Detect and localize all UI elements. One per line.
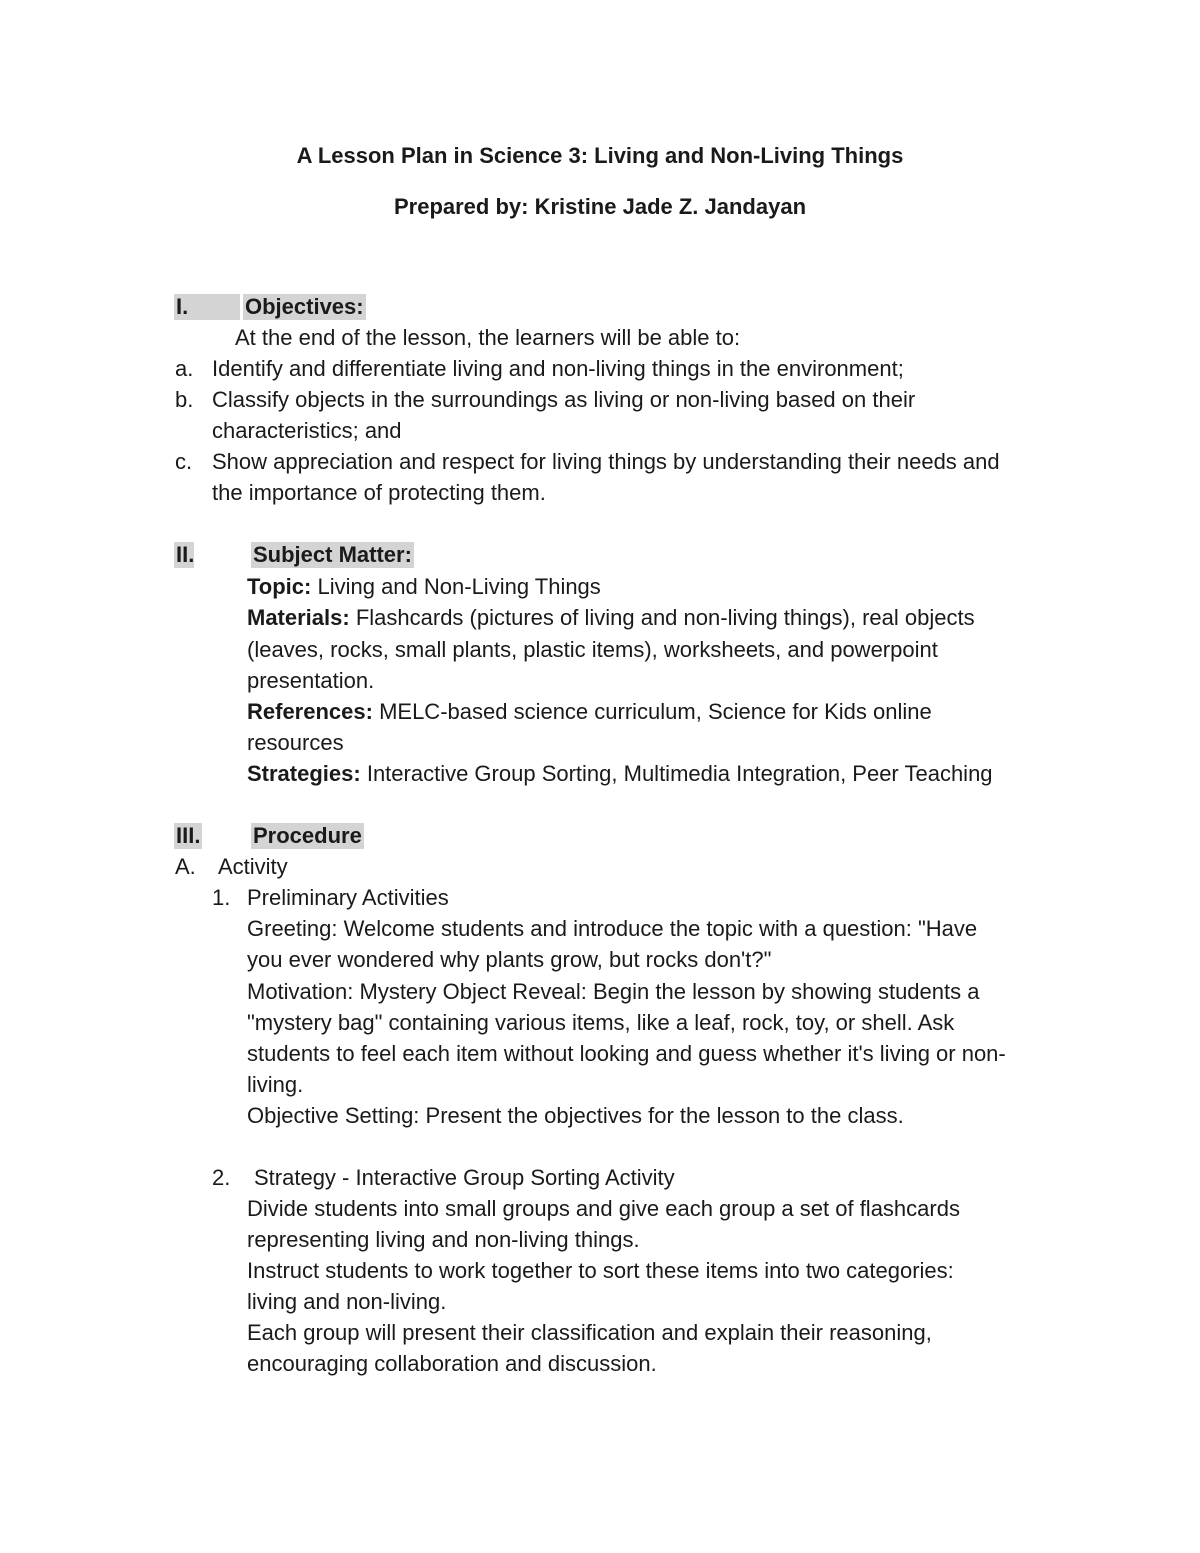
- materials-text-1: Flashcards (pictures of living and non-living things), real objects: [349, 605, 975, 630]
- references-text-1: MELC-based science curriculum, Science for Kids online: [372, 699, 932, 724]
- objectives-highlight-gap: [193, 294, 240, 320]
- step-2-line-6: encouraging collaboration and discussion.: [247, 1351, 657, 1376]
- objectives-numeral: I.: [174, 294, 200, 320]
- step-2-title: Strategy - Interactive Group Sorting Activity: [254, 1165, 675, 1190]
- prepared-by: Prepared by: Kristine Jade Z. Jandayan: [393, 194, 807, 219]
- objective-c-text-2: the importance of protecting them.: [212, 480, 546, 505]
- objective-b-text-2: characteristics; and: [212, 418, 402, 443]
- objective-b-marker: b.: [175, 387, 194, 412]
- step-2-marker: 2.: [212, 1165, 231, 1190]
- objective-a-marker: a.: [175, 356, 194, 381]
- objective-a-text: Identify and differentiate living and non-living things in the environment;: [212, 356, 904, 381]
- step-2-line-4: living and non-living.: [247, 1289, 447, 1314]
- topic-label: Topic:: [247, 574, 312, 599]
- strategies-line: [247, 761, 993, 787]
- objective-c-text-1: Show appreciation and respect for living things by understanding their needs and: [212, 449, 1000, 474]
- document-title: A Lesson Plan in Science 3: Living and Non-Living Things: [296, 143, 904, 168]
- step-1-line-2: you ever wondered why plants grow, but rocks don't?": [247, 947, 772, 972]
- subject-matter-heading: Subject Matter:: [253, 542, 412, 567]
- topic-line: [247, 574, 601, 600]
- procedure-heading: Procedure: [253, 823, 362, 848]
- objectives-intro: At the end of the lesson, the learners will be able to:: [235, 325, 741, 350]
- materials-label: Materials:: [247, 605, 350, 630]
- step-1-line-5: students to feel each item without looking and guess whether it's living or non-: [247, 1041, 1006, 1066]
- step-2-line-1: Divide students into small groups and give each group a set of flashcards: [247, 1196, 960, 1221]
- procedure-numeral: III.: [176, 823, 201, 848]
- activity-label: Activity: [218, 854, 288, 879]
- step-1-line-3: Motivation: Mystery Object Reveal: Begin the lesson by showing students a: [247, 979, 980, 1004]
- step-2-line-3: Instruct students to work together to sort these items into two categories:: [247, 1258, 954, 1283]
- step-1-line-6: living.: [247, 1072, 304, 1097]
- objective-b-text-1: Classify objects in the surroundings as living or non-living based on their: [212, 387, 916, 412]
- step-2-line-2: representing living and non-living things.: [247, 1227, 640, 1252]
- materials-text-2: (leaves, rocks, small plants, plastic items), worksheets, and powerpoint: [247, 637, 938, 662]
- topic-text: Living and Non-Living Things: [311, 574, 601, 599]
- materials-text-3: presentation.: [247, 668, 375, 693]
- step-1-title: Preliminary Activities: [247, 885, 449, 910]
- strategies-label: Strategies:: [247, 761, 361, 786]
- step-2-line-5: Each group will present their classification and explain their reasoning,: [247, 1320, 932, 1345]
- strategies-text: Interactive Group Sorting, Multimedia Integration, Peer Teaching: [360, 761, 993, 786]
- objective-c-marker: c.: [175, 449, 193, 474]
- step-1-line-4: "mystery bag" containing various items, like a leaf, rock, toy, or shell. Ask: [247, 1010, 955, 1035]
- materials-line-1: [247, 605, 975, 631]
- step-1-line-7: Objective Setting: Present the objectives for the lesson to the class.: [247, 1103, 904, 1128]
- references-label: References:: [247, 699, 373, 724]
- subject-matter-numeral: II.: [176, 542, 195, 567]
- objectives-heading: Objectives:: [245, 294, 364, 319]
- step-1-line-1: Greeting: Welcome students and introduce the topic with a question: "Have: [247, 916, 978, 941]
- activity-marker: A.: [175, 854, 196, 879]
- step-1-marker: 1.: [212, 885, 231, 910]
- references-text-2: resources: [247, 730, 344, 755]
- references-line-1: [247, 699, 932, 725]
